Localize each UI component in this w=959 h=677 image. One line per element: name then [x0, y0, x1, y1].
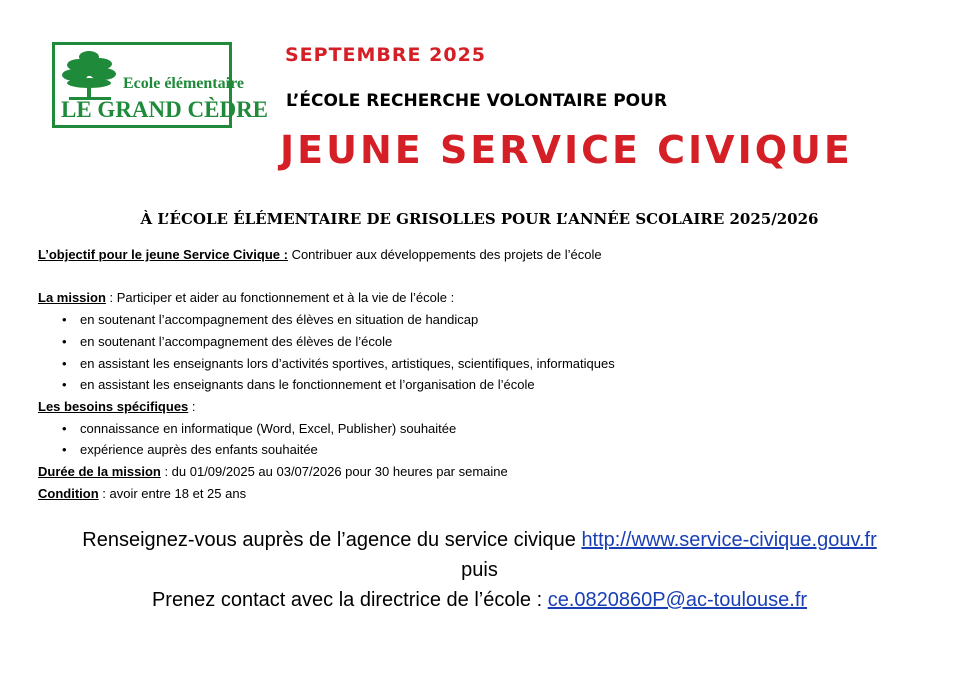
offer-details	[38, 244, 918, 504]
mission-list	[38, 309, 918, 396]
contact-section	[0, 525, 959, 615]
email-link[interactable]: ce.0820860P@ac-toulouse.fr	[547, 589, 808, 611]
then-line: puis	[461, 559, 498, 581]
logo-line1: Ecole élémentaire	[123, 75, 244, 92]
list-item: • expérience auprès des enfants souhaitée	[38, 439, 918, 461]
logo-line2: LE GRAND CÈDRE	[61, 97, 269, 122]
list-item: • en assistant les enseignants dans le fonctionnement et l’organisation de l’école	[38, 374, 918, 396]
school-logo	[52, 42, 269, 128]
page-title: JEUNE SERVICE CIVIQUE	[280, 128, 853, 172]
list-item: • connaissance en informatique (Word, Excel, Publisher) souhaitée	[38, 418, 918, 440]
besoins-text: :	[188, 398, 196, 414]
objectif-label: L’objectif pour le jeune Service Civique :	[38, 247, 288, 262]
besoins-label: Les besoins spécifiques	[38, 398, 189, 414]
duree-text: : du 01/09/2025 au 03/07/2026 pour 30 heures par semaine	[160, 464, 508, 480]
list-item: • en soutenant l’accompagnement des élèves en situation de handicap	[38, 309, 918, 331]
condition-label: Condition	[38, 485, 99, 501]
list-item: • en soutenant l’accompagnement des élèves de l’école	[38, 331, 918, 353]
mission-label: La mission	[38, 290, 106, 306]
info-text: Renseignez-vous auprès de l’agence du service civique	[82, 529, 582, 551]
contact-line	[0, 585, 959, 615]
mission-text: : Participer et aider au fonctionnement et à la vie de l’école :	[105, 290, 455, 306]
announcement-intro: L’ÉCOLE RECHERCHE VOLONTAIRE POUR	[286, 91, 668, 111]
condition-text: : avoir entre 18 et 25 ans	[98, 485, 247, 501]
list-item: • en assistant les enseignants lors d’activités sportives, artistiques, scientifiques, informatiques	[38, 353, 918, 375]
page-subtitle: À L’ÉCOLE ÉLÉMENTAIRE DE GRISOLLES POUR L’ANNÉE SCOLAIRE 2025/2026	[140, 210, 819, 228]
cedar-tree-icon	[61, 49, 117, 101]
announcement-date: SEPTEMBRE 2025	[285, 44, 487, 66]
objectif-row	[38, 244, 918, 266]
service-civique-link[interactable]: http://www.service-civique.gouv.fr	[581, 529, 877, 551]
duree-row	[38, 461, 918, 483]
objectif-text: Contribuer aux développements des projets de l’école	[287, 247, 602, 262]
condition-row	[38, 483, 918, 505]
besoins-row	[38, 396, 918, 418]
mission-row	[38, 287, 918, 309]
contact-text: Prenez contact avec la directrice de l’école :	[151, 589, 548, 611]
duree-label: Durée de la mission	[38, 464, 161, 480]
besoins-list	[38, 418, 918, 461]
info-line	[0, 525, 959, 555]
